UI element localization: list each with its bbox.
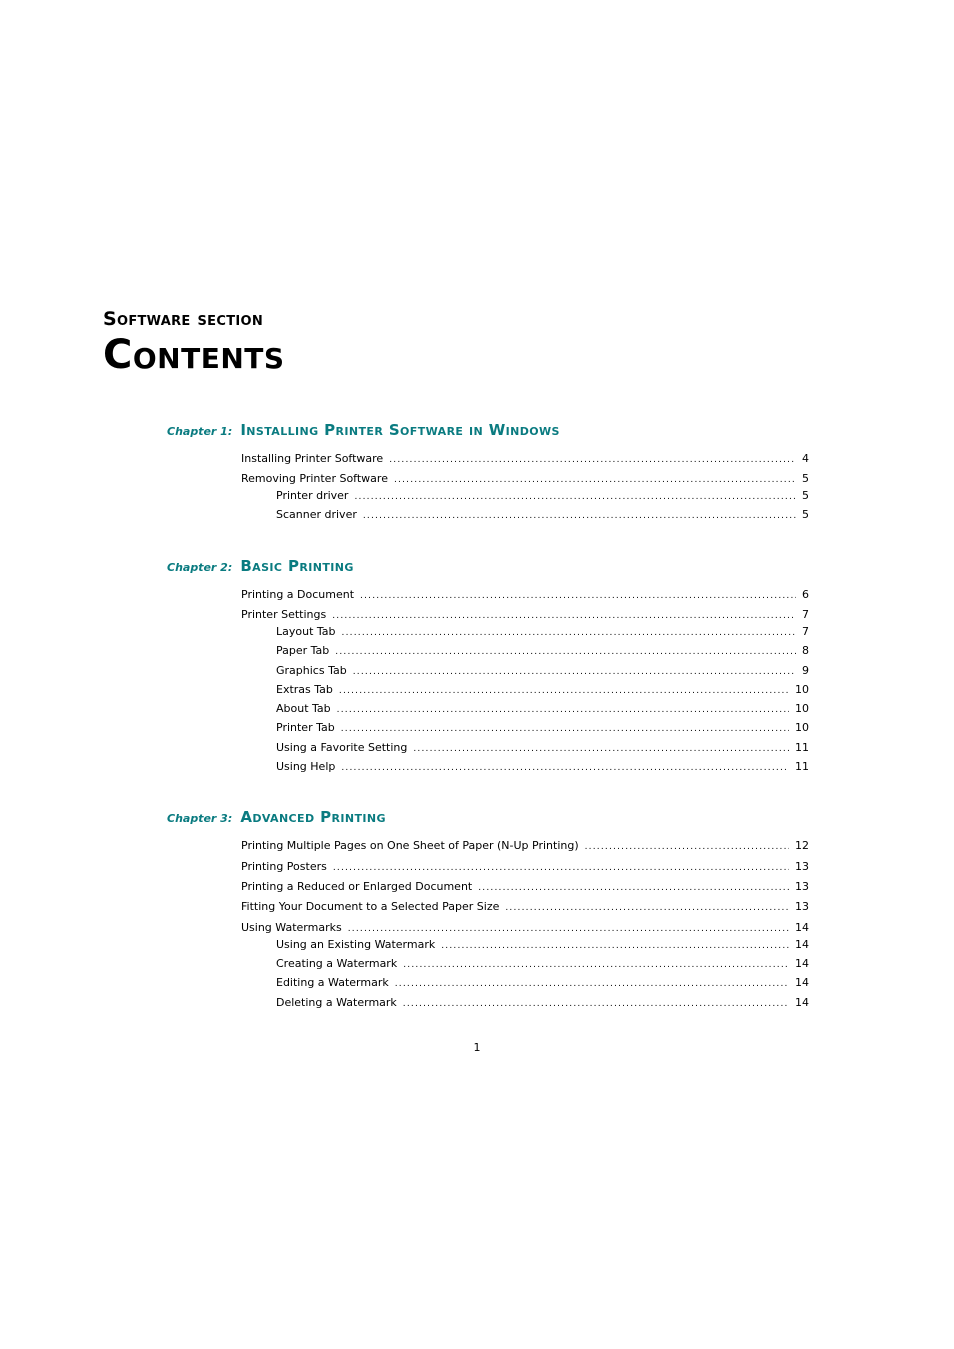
toc-leader xyxy=(478,881,789,895)
toc-entry-scanner-driver[interactable] xyxy=(276,508,809,523)
toc-page-number: 11 xyxy=(795,760,809,773)
toc-entry-text: Using Help xyxy=(276,760,336,773)
toc-page-number: 11 xyxy=(795,741,809,754)
toc-entry-text: Layout Tab xyxy=(276,625,336,638)
toc-entry-n-up-printing[interactable] xyxy=(241,839,809,854)
toc-page-number: 14 xyxy=(795,921,809,934)
toc-entry-reduced-enlarged[interactable] xyxy=(241,880,809,895)
toc-entry-installing-printer-software[interactable] xyxy=(241,452,809,467)
toc-entry-text: Editing a Watermark xyxy=(276,976,389,989)
toc-leader xyxy=(505,901,789,915)
toc-page-number: 14 xyxy=(795,996,809,1009)
toc-page-number: 5 xyxy=(802,489,809,502)
toc-page-number: 13 xyxy=(795,860,809,873)
toc-entry-text: Printing Multiple Pages on One Sheet of Paper (N-Up Printing) xyxy=(241,839,579,852)
toc-entry-using-help[interactable] xyxy=(276,760,809,775)
toc-entry-printing-a-document[interactable] xyxy=(241,588,809,603)
toc-entry-text: Printer Tab xyxy=(276,721,335,734)
toc-entry-text: Printer driver xyxy=(276,489,349,502)
toc-entry-text: Creating a Watermark xyxy=(276,957,398,970)
toc-entry-printing-posters[interactable] xyxy=(241,860,809,875)
toc-page-number: 9 xyxy=(802,664,809,677)
toc-leader xyxy=(585,840,789,854)
toc-page-number: 10 xyxy=(795,683,809,696)
toc-entry-deleting-watermark[interactable] xyxy=(276,996,809,1011)
toc-leader xyxy=(403,958,789,972)
toc-leader xyxy=(332,609,796,623)
toc-page-number: 12 xyxy=(795,839,809,852)
toc-leader xyxy=(353,665,796,679)
toc-entry-text: Using a Favorite Setting xyxy=(276,741,408,754)
toc-entry-existing-watermark[interactable] xyxy=(276,938,809,953)
toc-leader xyxy=(403,997,789,1011)
chapter-label: Chapter 3: xyxy=(167,812,233,825)
toc-entry-text: Printing Posters xyxy=(241,860,327,873)
toc-leader xyxy=(333,861,789,875)
toc-leader xyxy=(413,742,789,756)
toc-leader xyxy=(348,922,789,936)
toc-entry-layout-tab[interactable] xyxy=(276,625,809,640)
toc-leader xyxy=(441,939,789,953)
toc-leader xyxy=(363,509,796,523)
toc-entry-text: Using Watermarks xyxy=(241,921,342,934)
toc-entry-printer-tab[interactable] xyxy=(276,721,809,736)
toc-entry-text: Paper Tab xyxy=(276,644,330,657)
chapter-label: Chapter 1: xyxy=(167,425,233,438)
toc-page-number: 10 xyxy=(795,721,809,734)
chapter-2-heading xyxy=(167,556,354,575)
toc-leader xyxy=(360,589,796,603)
toc-leader xyxy=(339,684,789,698)
toc-entry-text: Scanner driver xyxy=(276,508,357,521)
toc-leader xyxy=(335,645,796,659)
toc-entry-graphics-tab[interactable] xyxy=(276,664,809,679)
chapter-3-heading xyxy=(167,807,386,826)
chapter-1-heading xyxy=(167,420,560,439)
toc-leader xyxy=(395,977,789,991)
toc-entry-removing-printer-software[interactable] xyxy=(241,472,809,487)
toc-leader xyxy=(341,761,789,775)
toc-page-number: 6 xyxy=(802,588,809,601)
toc-entry-printer-settings[interactable] xyxy=(241,608,809,623)
toc-page-number: 5 xyxy=(802,508,809,521)
toc-leader xyxy=(337,703,789,717)
toc-entry-text: Removing Printer Software xyxy=(241,472,388,485)
toc-entry-using-a-favorite-setting[interactable] xyxy=(276,741,809,756)
toc-page-number: 7 xyxy=(802,625,809,638)
page-number: 1 xyxy=(473,1041,481,1054)
toc-entry-text: Deleting a Watermark xyxy=(276,996,397,1009)
toc-page-number: 14 xyxy=(795,957,809,970)
toc-entry-text: About Tab xyxy=(276,702,331,715)
toc-page-number: 5 xyxy=(802,472,809,485)
toc-entry-editing-watermark[interactable] xyxy=(276,976,809,991)
toc-leader xyxy=(394,473,796,487)
toc-entry-using-watermarks[interactable] xyxy=(241,921,809,936)
chapter-title: Basic Printing xyxy=(240,557,354,575)
toc-leader xyxy=(342,626,796,640)
contents-title: Contents xyxy=(103,332,285,378)
toc-entry-printer-driver[interactable] xyxy=(276,489,809,504)
toc-page-number: 4 xyxy=(802,452,809,465)
chapter-title: Installing Printer Software in Windows xyxy=(240,421,560,439)
toc-page-number: 14 xyxy=(795,976,809,989)
section-title: Software section xyxy=(103,308,264,330)
toc-page-number: 8 xyxy=(802,644,809,657)
toc-entry-text: Graphics Tab xyxy=(276,664,347,677)
toc-page-number: 13 xyxy=(795,900,809,913)
toc-entry-text: Extras Tab xyxy=(276,683,333,696)
toc-page-number: 10 xyxy=(795,702,809,715)
toc-entry-paper-tab[interactable] xyxy=(276,644,809,659)
toc-entry-about-tab[interactable] xyxy=(276,702,809,717)
toc-entry-text: Printing a Document xyxy=(241,588,355,601)
toc-page-number: 7 xyxy=(802,608,809,621)
toc-page-number: 13 xyxy=(795,880,809,893)
chapter-title: Advanced Printing xyxy=(240,808,386,826)
toc-entry-text: Printer Settings xyxy=(241,608,327,621)
toc-entry-text: Installing Printer Software xyxy=(241,452,384,465)
toc-leader xyxy=(341,722,789,736)
toc-entry-extras-tab[interactable] xyxy=(276,683,809,698)
toc-entry-creating-watermark[interactable] xyxy=(276,957,809,972)
toc-leader xyxy=(354,490,796,504)
toc-entry-text: Fitting Your Document to a Selected Paper Size xyxy=(241,900,500,913)
toc-leader xyxy=(389,453,796,467)
toc-entry-fitting-document[interactable] xyxy=(241,900,809,915)
chapter-label: Chapter 2: xyxy=(167,561,233,574)
toc-page-number: 14 xyxy=(795,938,809,951)
toc-entry-text: Printing a Reduced or Enlarged Document xyxy=(241,880,473,893)
toc-entry-text: Using an Existing Watermark xyxy=(276,938,436,951)
